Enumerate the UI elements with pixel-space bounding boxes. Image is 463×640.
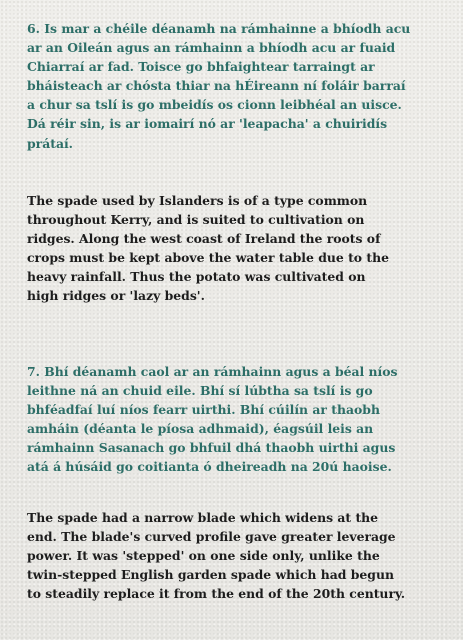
text-line: end. The blade's curved profile gave greater leverage: [27, 529, 396, 545]
text-line: Dá réir sin, is ar iomairí nó ar 'leapacha' a chuiridís: [27, 116, 388, 132]
text-line: The spade had a narrow blade which widens at the: [27, 510, 379, 525]
text-line: a chur sa tslí is go mbeidís os cionn leibhéal an uisce.: [27, 97, 402, 113]
text-line: crops must be kept above the water table due to the: [27, 250, 389, 266]
text-line: ar an Oileán agus an rámhainn a bhíodh acu ar fuaid: [27, 40, 396, 56]
text-line: Chiarraí ar fad. Toisce go bhfaightear tarraingt ar: [27, 59, 375, 75]
paragraph-7-irish: [27, 362, 447, 477]
text-line: throughout Kerry, and is suited to cultivation on: [27, 212, 365, 228]
text-line: rámhainn Sasanach go bhfuil dhá thaobh uirthi agus: [27, 440, 396, 456]
text-line: high ridges or 'lazy beds'.: [27, 288, 205, 304]
text-line: amháin (déanta le píosa adhmaid), éagsúil leis an: [27, 421, 374, 437]
text-line: ridges. Along the west coast of Ireland the roots of: [27, 231, 381, 247]
paragraph-6-english: [27, 191, 447, 306]
text-line: atá á húsáid go coitianta ó dheireadh na 20ú haoise.: [27, 459, 392, 475]
paragraph-7-english: [27, 508, 447, 603]
text-line: to steadily replace it from the end of the 20th century.: [27, 586, 406, 602]
text-line: 7. Bhí déanamh caol ar an rámhainn agus a béal níos: [27, 364, 398, 379]
text-line: heavy rainfall. Thus the potato was cultivated on: [27, 269, 366, 285]
text-line: The spade used by Islanders is of a type common: [27, 193, 368, 208]
text-line: leithne ná an chuid eile. Bhí sí lúbtha sa tslí is go: [27, 383, 373, 399]
text-line: 6. Is mar a chéile déanamh na rámhainne a bhíodh acu: [27, 21, 411, 36]
text-line: twin-stepped English garden spade which had begun: [27, 567, 394, 583]
text-line: bhféadfaí luí níos fearr uirthi. Bhí cúilín ar thaobh: [27, 402, 380, 418]
paragraph-6-irish: [27, 19, 447, 153]
text-line: power. It was 'stepped' on one side only, unlike the: [27, 548, 380, 564]
text-line: prátaí.: [27, 135, 73, 151]
text-line: bháisteach ar chósta thiar na hÉireann ní foláir barraí: [27, 78, 406, 94]
